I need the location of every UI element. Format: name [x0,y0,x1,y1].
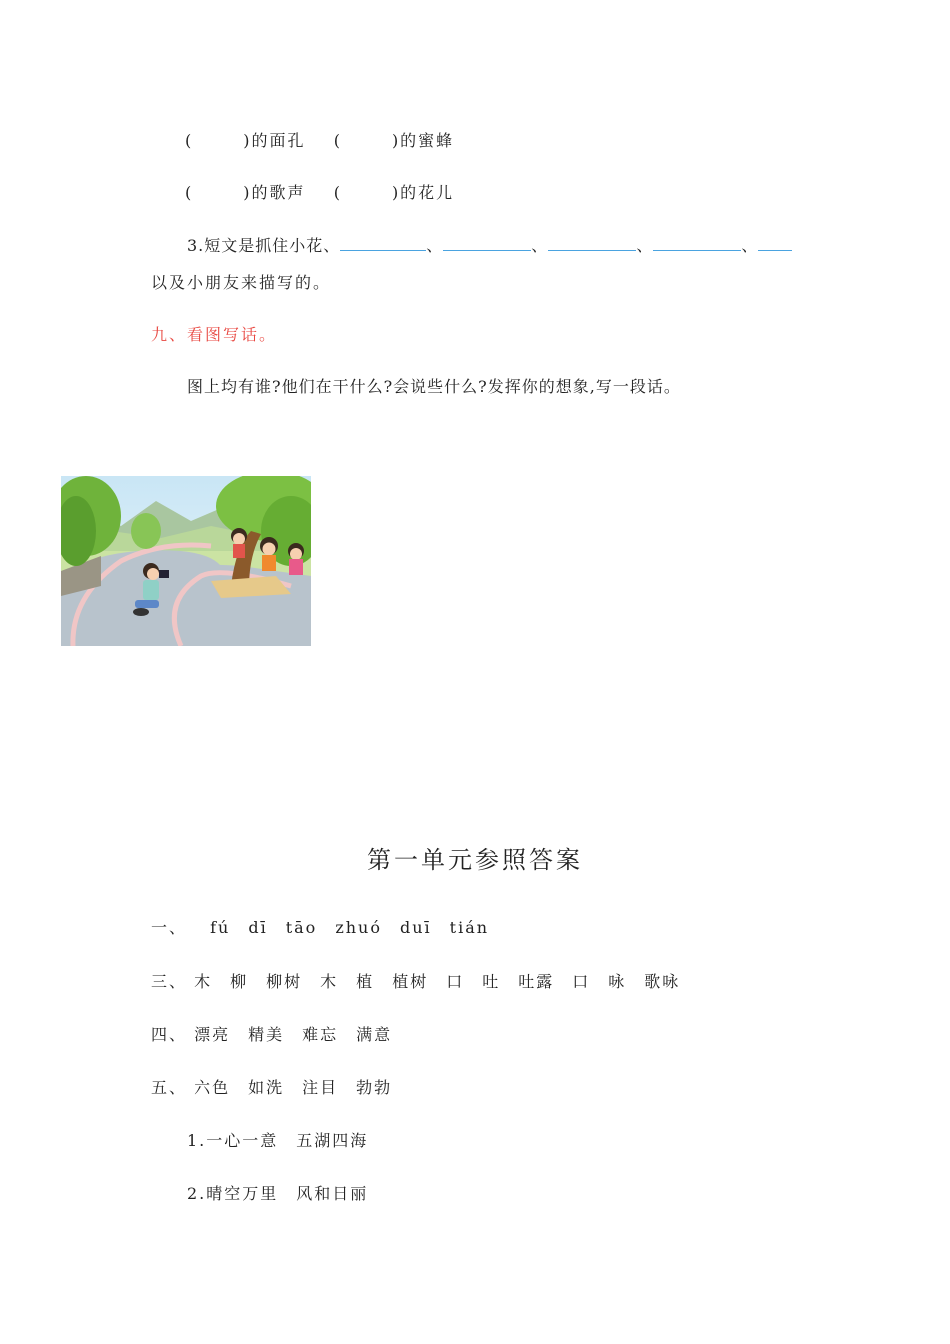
answer-item: 吐 [482,972,501,991]
answer-item: 咏 [608,972,627,991]
section-9-prompt: 图上均有谁?他们在干什么?会说些什么?发挥你的想象,写一段话。 [187,377,681,396]
answer-item: tāo [285,918,318,937]
paren-open: ( [333,131,342,150]
answer-item: 柳 [230,972,249,991]
answer-row-5 [151,1075,410,1098]
answer-item: 口 [446,972,465,991]
answer-row-label: 三、 [151,972,188,991]
answer-sub-number: 2. [187,1184,207,1203]
answer-row-label: 四、 [151,1025,188,1044]
answer-item: fú [210,918,231,937]
q3-sep: 、 [426,236,444,255]
answer-item: duī [399,918,432,937]
q2-row-1 [185,128,454,151]
answer-row-label: 五、 [151,1078,188,1097]
answer-row-3 [151,969,698,992]
answer-item: 吐露 [518,972,555,991]
q3-blank-5[interactable] [758,236,792,251]
q2-row-2 [185,180,454,203]
answer-item: 木 [194,972,213,991]
q3-continuation: 以及小朋友来描写的。 [151,273,332,292]
answer-item: 晴空万里 [206,1184,279,1203]
picture-children-photo-illustration [61,476,311,646]
answer-item: 漂亮 [194,1025,231,1044]
q3-sep: 、 [636,236,654,255]
q3-blank-4[interactable] [653,236,741,251]
answer-item: 勃勃 [356,1078,393,1097]
answer-sub-1 [187,1128,386,1151]
paren-open: ( [185,183,194,202]
q3-prefix: 3.短文是抓住小花、 [187,236,341,255]
paren-close-label: )的面孔 [243,131,306,150]
q3-sep: 、 [531,236,549,255]
paren-open: ( [333,183,342,202]
answer-item: 精美 [248,1025,285,1044]
q3-blank-1[interactable] [340,236,426,251]
answer-row-label: 一、 [151,918,188,937]
paren-close-label: )的歌声 [243,183,306,202]
answers-title: 第一单元参照答案 [367,846,583,874]
answer-item: 柳树 [266,972,303,991]
answer-item: tián [449,918,490,937]
answer-sub-number: 1. [187,1131,207,1150]
answer-sub-2 [187,1181,386,1204]
answer-item: 歌咏 [644,972,681,991]
answer-item: 六色 [194,1078,231,1097]
q3-sep: 、 [741,236,759,255]
answer-row-4 [151,1022,410,1045]
answer-item: 植树 [392,972,429,991]
q3-blank-3[interactable] [548,236,636,251]
q3-blank-2[interactable] [443,236,531,251]
answer-item: 注目 [302,1078,339,1097]
answer-item: zhuó [335,918,382,937]
answer-item: 难忘 [302,1025,339,1044]
answer-item: 木 [320,972,339,991]
answer-item: 满意 [356,1025,393,1044]
answer-item: 植 [356,972,375,991]
answer-item: dī [248,918,268,937]
paren-close-label: )的蜜蜂 [391,131,455,150]
answer-item: 一心一意 [206,1131,279,1150]
answer-row-1 [151,915,507,938]
section-9-heading: 九、看图写话。 [151,325,278,344]
answer-item: 如洗 [248,1078,285,1097]
paren-close-label: )的花儿 [391,183,455,202]
answer-item: 口 [572,972,591,991]
q3-line [187,233,792,256]
paren-open: ( [185,131,194,150]
answer-item: 五湖四海 [296,1131,369,1150]
answer-item: 风和日丽 [296,1184,369,1203]
